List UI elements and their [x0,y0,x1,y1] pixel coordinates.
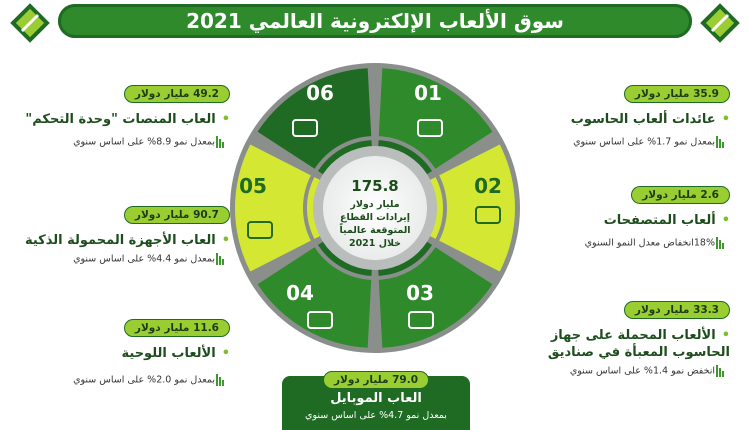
bar-chart-icon [715,365,724,377]
value-badge: 79.0 مليار دولار [323,371,429,389]
value-badge: 33.3 مليار دولار [624,301,730,319]
item-title: الألعاب اللوحية [121,346,216,361]
item-note: بمعدل نمو 4.4% على اساس سنوي [73,253,215,265]
item-title: ألعاب المتصفحات [603,213,716,228]
segment-number: 03 [406,281,434,305]
segment-number: 06 [306,81,334,105]
item-boxed-pc-games: 33.3 مليار دولار •الألعاب المحملة على جهاز الحاسوب المعبأة في صناديق انخفض نمو 1.4% على اساس سنوي [505,298,730,377]
segment-number: 02 [474,174,502,198]
page-title: سوق الألعاب الإلكترونية العالمي 2021 [186,9,564,33]
bar-chart-icon [215,374,224,386]
value-badge: 49.2 مليار دولار [124,85,230,103]
item-note: انخفض نمو 1.4% على اساس سنوي [569,365,715,377]
center-line1: مليار دولار [350,199,400,210]
value-badge: 35.9 مليار دولار [624,85,730,103]
item-note: 18%انخفاض معدل النمو السنوي [584,237,715,249]
item-pc-games: 35.9 مليار دولار •عائدات ألعاب الحاسوب بمعدل نمو 1.7% على اساس سنوي [520,82,730,148]
item-note: بمعدل نمو 8.9% على اساس سنوي [73,136,215,148]
value-badge: 11.6 مليار دولار [124,319,230,337]
mobile-games-box [282,376,470,430]
segment-number: 01 [414,81,442,105]
bar-chart-icon [715,136,724,148]
center-line3: المتوقعة عالمياً [339,225,411,236]
item-title: عائدات ألعاب الحاسوب [570,112,716,127]
item-smart-mobile-games: 90.7 مليار دولار •العاب الأجهزة المحمولة الذكية بمعدل نمو 4.4% على اساس سنوي [20,203,230,265]
item-title: العاب المنصات "وحدة التحكم" [25,112,216,127]
bar-chart-icon [215,136,224,148]
item-browser-games: 2.6 مليار دولار •ألعاب المتصفحات 18%انخفاض معدل النمو السنوي [520,183,730,249]
bar-chart-icon [715,237,724,249]
value-badge: 2.6 مليار دولار [631,186,730,204]
center-line2: إيرادات القطاع [340,212,410,223]
center-line4: خلال 2021 [348,238,402,249]
value-badge: 90.7 مليار دولار [124,206,230,224]
center-total: 175.8 [351,177,399,195]
item-note: بمعدل نمو 2.0% على اساس سنوي [73,374,215,386]
bar-chart-icon [215,253,224,265]
item-title: العاب الأجهزة المحمولة الذكية [24,233,216,248]
segment-number: 04 [286,281,314,305]
item-tablet-games: 11.6 مليار دولار •الألعاب اللوحية بمعدل نمو 2.0% على اساس سنوي [20,316,230,386]
item-console-games: 49.2 مليار دولار •العاب المنصات "وحدة التحكم" بمعدل نمو 8.9% على اساس سنوي [20,82,230,148]
segment-number: 05 [239,174,267,198]
item-note: بمعدل نمو 4.7% على اساس سنوي [305,410,447,421]
item-note: بمعدل نمو 1.7% على اساس سنوي [573,136,715,148]
item-title: الألعاب المحملة على جهاز الحاسوب المعبأة في صناديق [547,328,730,360]
item-title: العاب الموبايل [330,391,422,406]
